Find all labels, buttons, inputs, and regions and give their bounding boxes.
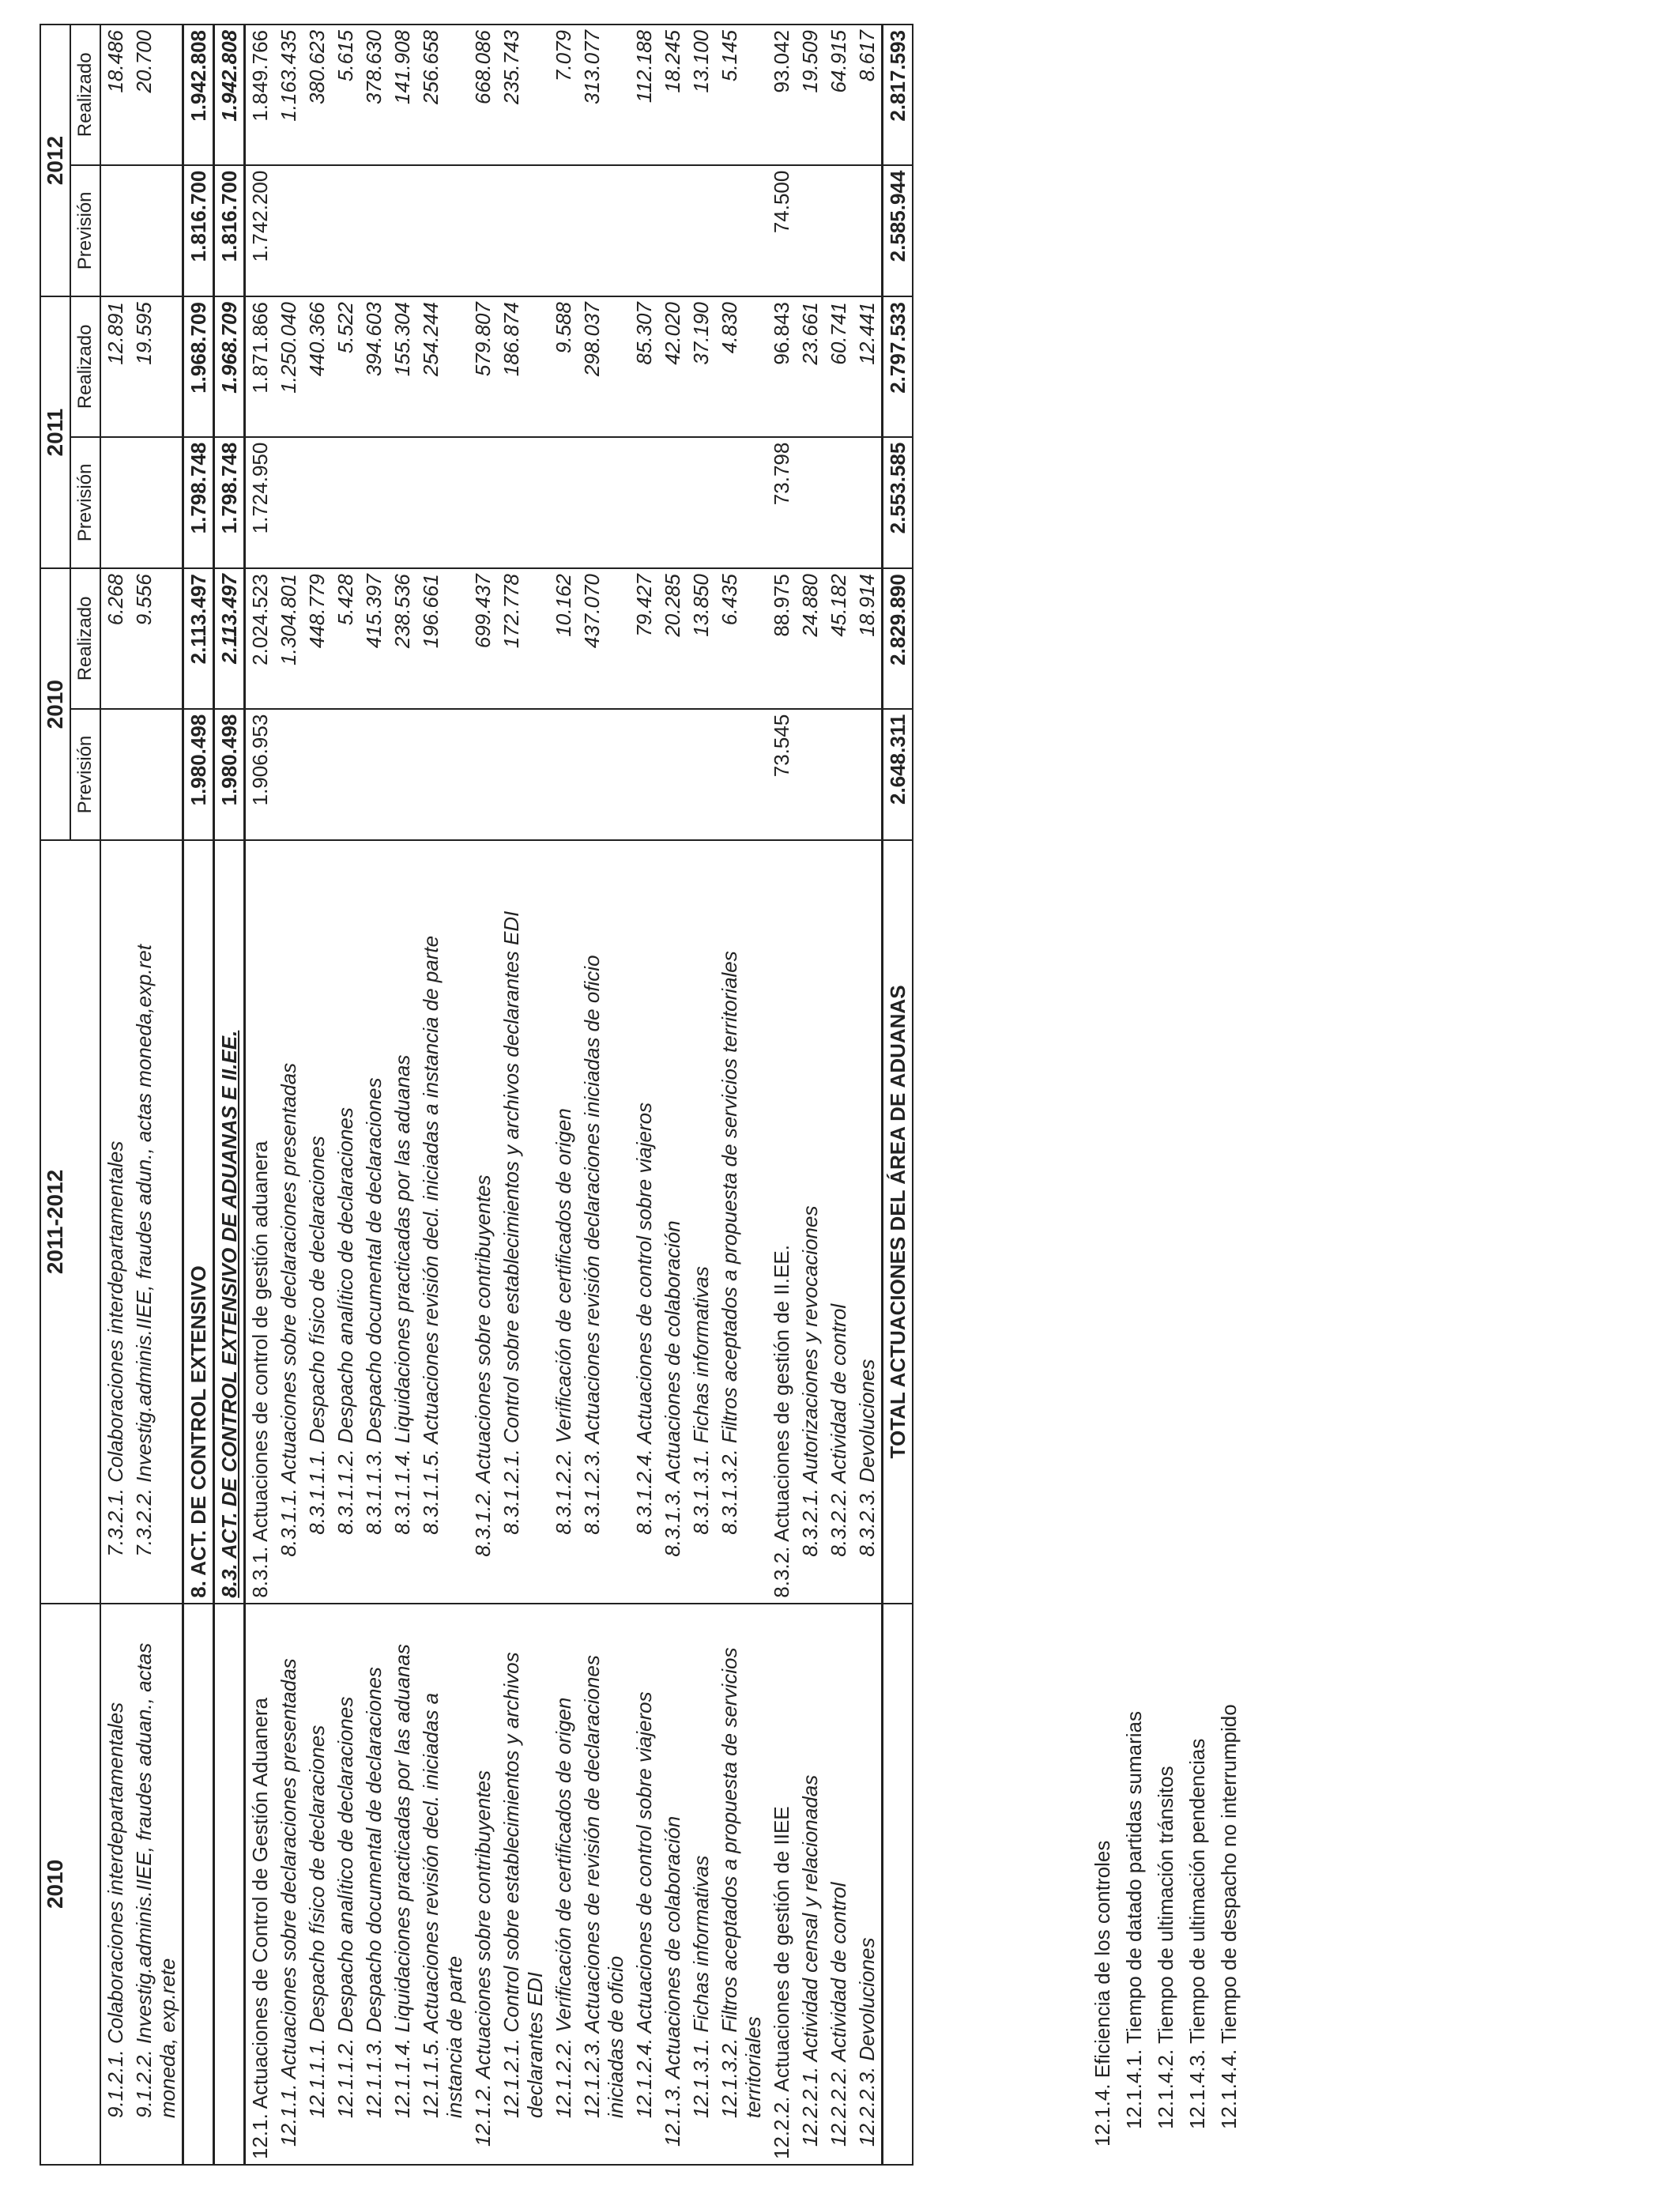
table-row: [796, 25, 824, 2165]
value-r10: 437.070: [578, 568, 630, 709]
label-2010: 12.1.2.1. Control sobre establecimientos y archivos declarantes EDI: [497, 1604, 549, 2165]
value-p11: [824, 437, 853, 568]
value-p11: [303, 437, 331, 568]
label-2011-2012: 8.3.1.2.4. Actuaciones de control sobre viajeros: [630, 840, 658, 1604]
footer-list: [1087, 1704, 1245, 2147]
header-realizado-2012: Realizado: [70, 25, 100, 165]
value-r11: 5.522: [331, 296, 360, 437]
table-row: [687, 25, 715, 2165]
label-2011-2012: 8.3.1.2.3. Actuaciones revisión declaraciones iniciadas de oficio: [578, 840, 630, 1604]
label-2011-2012: TOTAL ACTUACIONES DEL ÁREA DE ADUANAS: [883, 840, 913, 1604]
label-2011-2012: 8.3.2.1. Autorizaciones y revocaciones: [796, 840, 824, 1604]
value-r10: 415.397: [360, 568, 388, 709]
value-r12: 19.509: [798, 30, 822, 93]
table-row: [715, 25, 767, 2165]
value-r11: 19.595: [130, 296, 183, 437]
value-r12: 256.658: [419, 30, 443, 104]
value-p11: [274, 437, 303, 568]
value-r10: 196.661: [416, 568, 469, 709]
value-p12: [497, 165, 549, 296]
label-2010: 12.1.1.1. Despacho físico de declaraciones: [303, 1604, 331, 2165]
label-2011-2012: 8.3.1.3.2. Filtros aceptados a propuesta de servicios territoriales: [715, 840, 767, 1604]
value-p12: [416, 165, 469, 296]
value-p12: 1.816.700: [183, 165, 214, 296]
value-p11: [715, 437, 767, 568]
header-2010-col: 2010: [40, 1604, 100, 2165]
value-p12: [100, 165, 130, 296]
value-r10: 88.975: [767, 568, 796, 709]
value-r10: 2.829.890: [883, 568, 913, 709]
header-year-2010: 2010: [40, 568, 70, 840]
value-r11: 186.874: [497, 296, 549, 437]
value-r12: 5.145: [718, 30, 741, 82]
value-p11: [687, 437, 715, 568]
value-p12: [796, 165, 824, 296]
label-2011-2012: 8.3. ACT. DE CONTROL EXTENSIVO DE ADUANAS E II.EE.: [214, 840, 245, 1604]
value-r10: 172.778: [497, 568, 549, 709]
header-prevision-2010: Previsión: [70, 709, 100, 840]
table-row: [883, 25, 913, 2165]
value-p12: [853, 165, 883, 296]
label-2010: 12.1. Actuaciones de Control de Gestión Aduanera: [245, 1604, 275, 2165]
value-r12: 1.163.435: [277, 30, 300, 122]
table-body: [100, 25, 913, 2165]
label-2011-2012: 7.3.2.1. Colaboraciones interdepartamentales: [100, 840, 130, 1604]
value-r10: 13.850: [687, 568, 715, 709]
label-2010: 9.1.2.1. Colaboraciones interdepartamentales: [100, 1604, 130, 2165]
value-r11: 1.968.709: [183, 296, 214, 437]
value-r11: 394.603: [360, 296, 388, 437]
value-p11: [388, 437, 416, 568]
value-r11: 155.304: [388, 296, 416, 437]
label-2011-2012: 8.3.1.2.1. Control sobre establecimientos y archivos declarantes EDI: [497, 840, 549, 1604]
value-r11: 96.843: [767, 296, 796, 437]
value-p10: [824, 709, 853, 840]
value-r12: 112.188: [632, 30, 656, 104]
value-r12: 7.079: [552, 30, 575, 82]
value-r12: 313.077: [580, 30, 604, 104]
value-p11: [100, 437, 130, 568]
label-2010: 9.1.2.2. Investig.adminis.IIEE, fraudes aduan., actas moneda, exp.rete: [130, 1604, 183, 2165]
header-2011-2012-col: 2011-2012: [40, 840, 100, 1604]
value-p12: 1.816.700: [214, 165, 245, 296]
value-p10: [687, 709, 715, 840]
value-r11: 4.830: [715, 296, 767, 437]
value-p11: [549, 437, 578, 568]
label-2010: 12.1.3. Actuaciones de colaboración: [658, 1604, 687, 2165]
value-p10: [469, 709, 497, 840]
value-p11: 1.798.748: [214, 437, 245, 568]
table-row: [214, 25, 245, 2165]
value-p11: 2.553.585: [883, 437, 913, 568]
value-p10: [497, 709, 549, 840]
table-row: [824, 25, 853, 2165]
value-p12: [360, 165, 388, 296]
value-p11: [331, 437, 360, 568]
label-2010: 12.1.3.2. Filtros aceptados a propuesta de servicios territoriales: [715, 1604, 767, 2165]
value-r11: 12.441: [853, 296, 883, 437]
value-p10: [549, 709, 578, 840]
value-p11: [630, 437, 658, 568]
label-2011-2012: 8.3.1.1.2. Despacho analítico de declaraciones: [331, 840, 360, 1604]
label-2011-2012: 8.3.1.1.5. Actuaciones revisión decl. iniciadas a instancia de parte: [416, 840, 469, 1604]
header-prevision-2011: Previsión: [70, 437, 100, 568]
value-p12: [130, 165, 183, 296]
value-r11: 579.807: [469, 296, 497, 437]
value-p12: [715, 165, 767, 296]
value-r10: 1.304.801: [274, 568, 303, 709]
table-row: [130, 25, 183, 2165]
value-p10: [715, 709, 767, 840]
value-p12: 2.585.944: [883, 165, 913, 296]
value-r12: 1.849.766: [248, 30, 272, 122]
value-r10: 79.427: [630, 568, 658, 709]
value-r11: 60.741: [824, 296, 853, 437]
value-r10: 6.435: [715, 568, 767, 709]
label-2011-2012: 8.3.1.1.3. Despacho documental de declaraciones: [360, 840, 388, 1604]
table-row: [274, 25, 303, 2165]
value-p12: [630, 165, 658, 296]
label-2011-2012: 8.3.2. Actuaciones de gestión de II.EE.: [767, 840, 796, 1604]
value-r11: 254.244: [416, 296, 469, 437]
label-2010: 12.2.2. Actuaciones de gestión de IIEE: [767, 1604, 796, 2165]
label-2011-2012: 8.3.1.1.1. Despacho físico de declaraciones: [303, 840, 331, 1604]
footer-item: 12.1.4. Eficiencia de los controles: [1090, 1840, 1114, 2147]
value-r12: 1.942.808: [217, 30, 241, 122]
value-p10: [303, 709, 331, 840]
label-2010: 12.1.1.2. Despacho analítico de declaraciones: [331, 1604, 360, 2165]
value-p11: 1.724.950: [245, 437, 275, 568]
value-p10: [578, 709, 630, 840]
label-2011-2012: 8.3.1.2.2. Verificación de certificados de origen: [549, 840, 578, 1604]
value-r10: 24.880: [796, 568, 824, 709]
value-p10: [388, 709, 416, 840]
value-p11: [360, 437, 388, 568]
value-r11: 37.190: [687, 296, 715, 437]
value-p10: [331, 709, 360, 840]
value-r11: 1.871.866: [245, 296, 275, 437]
value-r12: 380.623: [305, 30, 329, 104]
value-p10: [630, 709, 658, 840]
label-2010: 12.2.2.3. Devoluciones: [853, 1604, 883, 2165]
value-r10: 20.285: [658, 568, 687, 709]
value-r11: 85.307: [630, 296, 658, 437]
value-p12: [549, 165, 578, 296]
table-row: [853, 25, 883, 2165]
value-p12: [687, 165, 715, 296]
value-p12: 74.500: [767, 165, 796, 296]
value-r12: 2.817.593: [886, 30, 910, 122]
header-year-2012: 2012: [40, 25, 70, 296]
table-row: [658, 25, 687, 2165]
header-prevision-2012: Previsión: [70, 165, 100, 296]
value-p11: [416, 437, 469, 568]
value-p10: [100, 709, 130, 840]
label-2010: 12.2.2.2. Actividad de control: [824, 1604, 853, 2165]
value-r11: 1.968.709: [214, 296, 245, 437]
value-r12: 1.942.808: [186, 30, 210, 122]
value-p10: 73.545: [767, 709, 796, 840]
label-2011-2012: 8.3.1.2. Actuaciones sobre contribuyentes: [469, 840, 497, 1604]
value-r11: 440.366: [303, 296, 331, 437]
value-p12: 1.742.200: [245, 165, 275, 296]
label-2010: 12.1.2. Actuaciones sobre contribuyentes: [469, 1604, 497, 2165]
value-r12: 13.100: [689, 30, 713, 93]
value-r10: 6.268: [100, 568, 130, 709]
value-p12: [824, 165, 853, 296]
value-r11: 42.020: [658, 296, 687, 437]
value-r10: 2.113.497: [183, 568, 214, 709]
value-r11: 2.797.533: [883, 296, 913, 437]
value-p11: [796, 437, 824, 568]
value-p10: [853, 709, 883, 840]
value-r11: 9.588: [549, 296, 578, 437]
value-r12: 8.617: [855, 30, 879, 82]
value-r10: 18.914: [853, 568, 883, 709]
value-r10: 10.162: [549, 568, 578, 709]
value-r11: 12.891: [100, 296, 130, 437]
value-r12: 668.086: [471, 30, 495, 104]
value-p12: [388, 165, 416, 296]
value-p10: [274, 709, 303, 840]
value-r12: 235.743: [499, 30, 523, 104]
value-p11: [658, 437, 687, 568]
value-p12: [658, 165, 687, 296]
label-2010: 12.1.3.1. Fichas informativas: [687, 1604, 715, 2165]
value-p11: [497, 437, 549, 568]
value-p12: [578, 165, 630, 296]
value-p11: [578, 437, 630, 568]
value-p12: [274, 165, 303, 296]
header-year-2011: 2011: [40, 296, 70, 568]
value-p11: [469, 437, 497, 568]
table-row: [100, 25, 130, 2165]
value-p10: 1.980.498: [183, 709, 214, 840]
value-p11: [853, 437, 883, 568]
label-2010: 12.1.1.4. Liquidaciones practicadas por las aduanas: [388, 1604, 416, 2165]
label-2011-2012: 8.3.1.1.4. Liquidaciones practicadas por las aduanas: [388, 840, 416, 1604]
label-2011-2012: 8.3.1.3.1. Fichas informativas: [687, 840, 715, 1604]
value-p10: 1.906.953: [245, 709, 275, 840]
table-row: [578, 25, 630, 2165]
value-r10: 238.536: [388, 568, 416, 709]
label-2010: 12.2.2.1. Actividad censal y relacionadas: [796, 1604, 824, 2165]
value-r10: 448.779: [303, 568, 331, 709]
label-2011-2012: 8.3.2.3. Devoluciones: [853, 840, 883, 1604]
label-2011-2012: 8.3.2.2. Actividad de control: [824, 840, 853, 1604]
header-realizado-2011: Realizado: [70, 296, 100, 437]
footer-item: 12.1.4.4. Tiempo de despacho no interrumpido: [1217, 1704, 1241, 2129]
value-r12: 378.630: [362, 30, 386, 104]
label-2011-2012: 7.3.2.2. Investig.adminis.IIEE, fraudes adun., actas moneda,exp.ret: [130, 840, 183, 1604]
label-2010: [214, 1604, 245, 2165]
value-r11: 1.250.040: [274, 296, 303, 437]
value-r10: 9.556: [130, 568, 183, 709]
value-r12: 20.700: [132, 30, 156, 93]
value-r10: 2.024.523: [245, 568, 275, 709]
label-2010: [183, 1604, 214, 2165]
value-p12: [303, 165, 331, 296]
table-row: [183, 25, 214, 2165]
value-p11: 73.798: [767, 437, 796, 568]
table-row: [497, 25, 549, 2165]
label-2010: 12.1.2.4. Actuaciones de control sobre viajeros: [630, 1604, 658, 2165]
value-r10: 5.428: [331, 568, 360, 709]
value-p10: [796, 709, 824, 840]
footer-item: 12.1.4.1. Tiempo de datado partidas sumarias: [1122, 1711, 1146, 2129]
value-r12: 18.245: [661, 30, 684, 93]
value-p10: 1.980.498: [214, 709, 245, 840]
table-row: [360, 25, 388, 2165]
footer-item: 12.1.4.3. Tiempo de ultimación pendencias: [1185, 1738, 1209, 2129]
table-row: [767, 25, 796, 2165]
label-2011-2012: 8.3.1.3. Actuaciones de colaboración: [658, 840, 687, 1604]
value-r12: 64.915: [827, 30, 850, 93]
value-p12: [331, 165, 360, 296]
table-row: [245, 25, 275, 2165]
table-row: [331, 25, 360, 2165]
table-row: [469, 25, 497, 2165]
label-2010: 12.1.2.2. Verificación de certificados de origen: [549, 1604, 578, 2165]
value-r12: 93.042: [770, 30, 793, 93]
table-row: [630, 25, 658, 2165]
label-2011-2012: 8. ACT. DE CONTROL EXTENSIVO: [183, 840, 214, 1604]
table-row: [549, 25, 578, 2165]
value-r10: 45.182: [824, 568, 853, 709]
value-p10: [658, 709, 687, 840]
value-r11: 23.661: [796, 296, 824, 437]
label-2010: 12.1.1.3. Despacho documental de declaraciones: [360, 1604, 388, 2165]
value-p11: [130, 437, 183, 568]
footer-item: 12.1.4.2. Tiempo de ultimación tránsitos: [1154, 1766, 1177, 2129]
value-p11: 1.798.748: [183, 437, 214, 568]
label-2010: 12.1.1. Actuaciones sobre declaraciones presentadas: [274, 1604, 303, 2165]
actuaciones-table: [40, 24, 913, 2166]
value-p10: [130, 709, 183, 840]
label-2011-2012: 8.3.1. Actuaciones de control de gestión aduanera: [245, 840, 275, 1604]
value-r12: 5.615: [333, 30, 357, 82]
value-r12: 141.908: [390, 30, 414, 104]
value-r12: 18.486: [104, 30, 127, 93]
table-row: [388, 25, 416, 2165]
table-row: [416, 25, 469, 2165]
value-p10: [416, 709, 469, 840]
header-realizado-2010: Realizado: [70, 568, 100, 709]
value-p10: 2.648.311: [883, 709, 913, 840]
label-2011-2012: 8.3.1.1. Actuaciones sobre declaraciones presentadas: [274, 840, 303, 1604]
label-2010: [883, 1604, 913, 2165]
value-r10: 2.113.497: [214, 568, 245, 709]
value-p10: [360, 709, 388, 840]
value-r10: 699.437: [469, 568, 497, 709]
table-row: [303, 25, 331, 2165]
value-r11: 298.037: [578, 296, 630, 437]
label-2010: 12.1.2.3. Actuaciones de revisión de declaraciones iniciadas de oficio: [578, 1604, 630, 2165]
label-2010: 12.1.1.5. Actuaciones revisión decl. iniciadas a instancia de parte: [416, 1604, 469, 2165]
value-p12: [469, 165, 497, 296]
